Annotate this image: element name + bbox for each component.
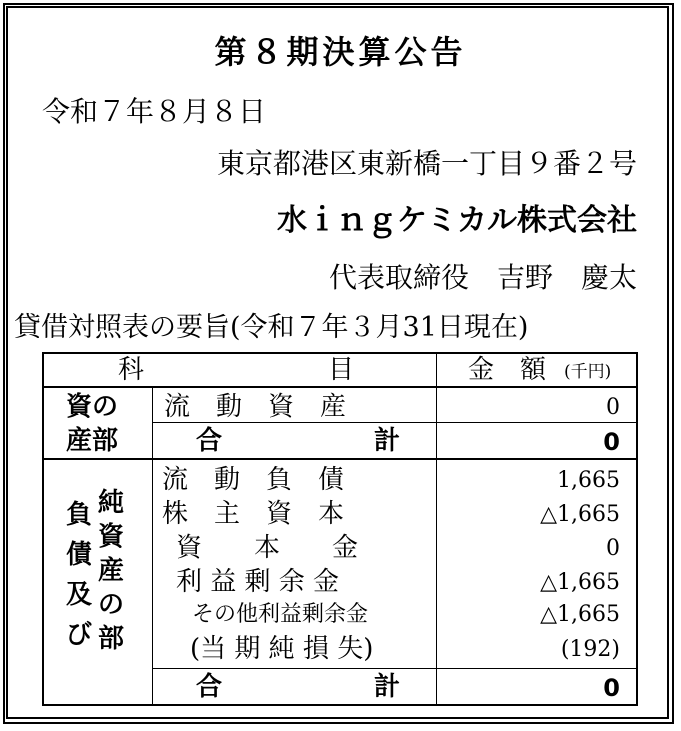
liab-cat-col1-3: び [66,620,93,650]
liab-row-label-1: 株 主 資 本 [162,499,345,529]
liab-total-right: 計 [374,672,401,702]
liab-row-label-5: (当 期 純 損 失) [190,634,374,664]
balance-sheet-table [42,352,638,706]
assets-row-label: 流 動 資 産 [164,392,347,422]
liab-row-label-3: 利 益 剰 余 金 [176,567,340,597]
liab-row-label-0: 流 動 負 債 [162,465,345,495]
assets-row-value: 0 [606,395,620,420]
assets-category-line1: 資の [66,392,119,422]
liab-cat-col2-2: 産 [98,556,125,586]
assets-total-right: 計 [374,426,401,456]
balance-sheet-subtitle: 貸借対照表の要旨(令和７年３月31日現在) [14,312,529,343]
amount-divider [436,354,437,704]
liab-row-value-4: △1,665 [540,602,620,627]
liab-row-label-4: その他利益剰余金 [192,602,369,627]
assets-total-divider [152,422,636,423]
liab-cat-col2-1: 資 [98,522,125,552]
section-divider [44,458,636,460]
liab-cat-col2-4: 部 [98,624,125,654]
liab-cat-col2-0: 純 [98,488,125,518]
liab-cat-col1-1: 債 [66,540,93,570]
liab-row-value-1: △1,665 [540,502,620,527]
liab-row-value-3: △1,665 [540,570,620,595]
assets-total-left: 合 [196,426,223,456]
company-address: 東京都港区東新橋一丁目９番２号 [216,147,637,180]
liab-cat-col1-0: 負 [66,500,93,530]
assets-category-line2: 産部 [66,426,119,456]
company-name: 水ｉｎｇケミカル株式会社 [277,203,637,238]
liab-total-left: 合 [196,672,223,702]
representative: 代表取締役 吉野 慶太 [328,261,637,294]
header-item-left: 科 [118,355,145,385]
liab-row-value-2: 0 [606,536,620,561]
liab-row-value-5: (192) [560,637,620,662]
liabilities-total-divider [152,668,636,669]
liab-row-label-2: 資 本 金 [176,533,359,563]
notice-title: 第８期決算公告 [214,33,467,71]
category-divider [152,388,153,704]
liab-row-value-0: 1,665 [557,468,620,493]
header-divider [44,386,636,388]
notice-date: 令和７年８月８日 [42,95,267,128]
header-unit: (千円) [564,362,612,382]
liab-cat-col2-3: の [98,590,125,620]
liab-cat-col1-2: 及 [66,580,93,610]
header-item-right: 目 [328,355,355,385]
liab-total-value: 0 [603,674,620,702]
assets-total-value: 0 [603,428,620,456]
header-amount: 金 額 [468,355,547,385]
